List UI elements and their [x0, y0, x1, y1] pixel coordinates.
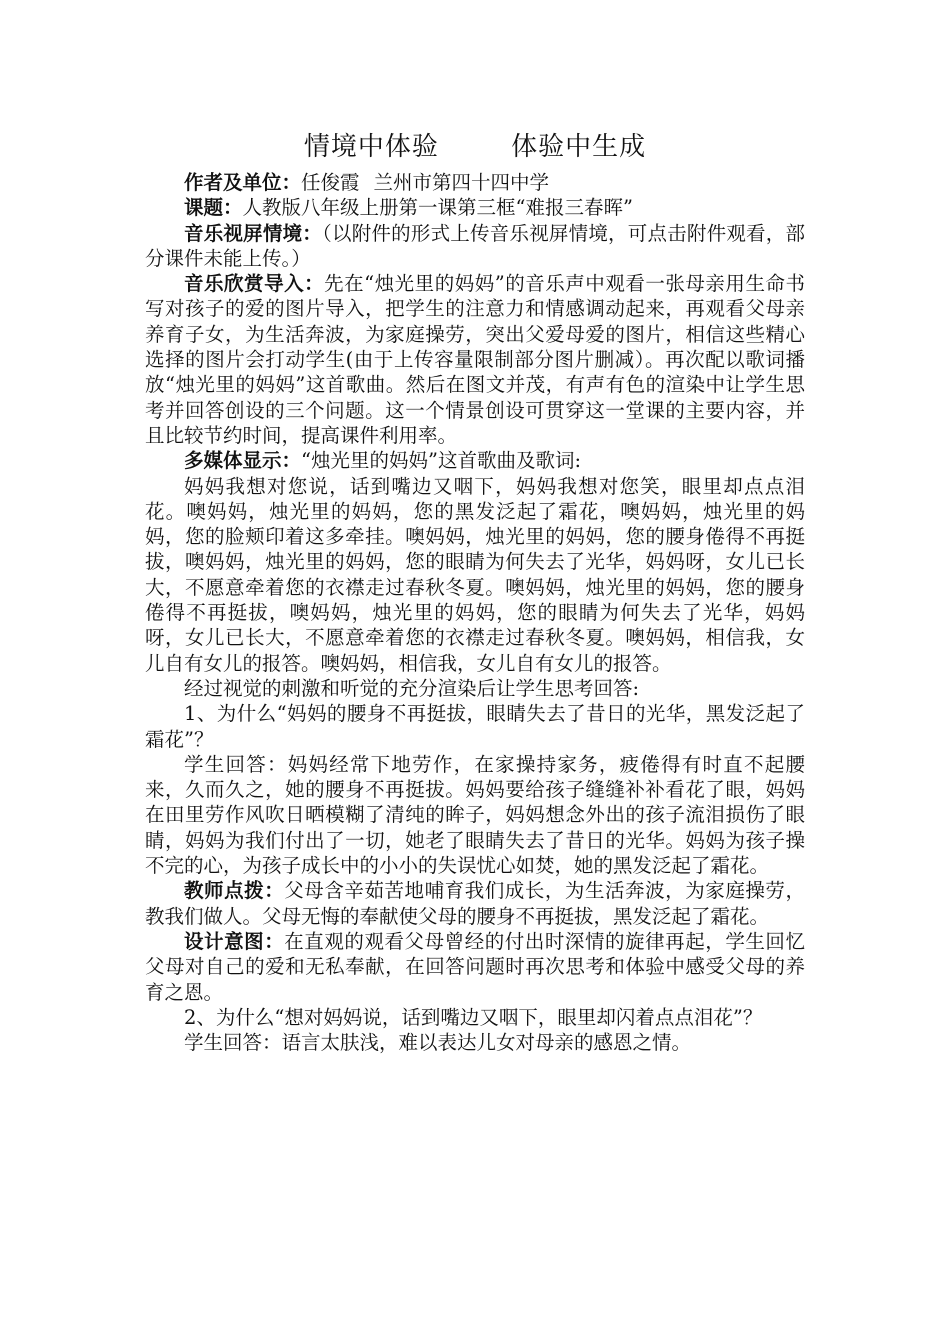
author-label: 作者及单位： — [184, 171, 302, 194]
scene-text: （以附件的形式上传音乐视屏情境，可点击附件观看，部分课件未能上传。） — [145, 221, 805, 270]
prompt-line: 经过视觉的刺激和听觉的充分渲染后让学生思考回答: — [184, 676, 640, 700]
document-page — [145, 130, 805, 1055]
media-text: “烛光里的妈妈”这首歌曲及歌词: — [301, 449, 582, 473]
author-name: 任俊霞 — [301, 171, 360, 194]
topic-label: 课题： — [184, 196, 243, 220]
answer-2: 学生回答：语言太肤浅，难以表达儿女对母亲的感恩之情。 — [184, 1031, 692, 1055]
media-label: 多媒体显示： — [184, 449, 302, 473]
scene-label: 音乐视屏情境： — [184, 221, 323, 245]
media-line — [145, 448, 805, 473]
teacher-text: 父母含辛茹苦地哺育我们成长，为生活奔波，为家庭操劳，教我们做人。父母无悔的奉献使父母的腰身不再挺拔，黑发泛起了霜花。 — [145, 879, 805, 928]
page-title: 情境中体验 体验中生成 — [303, 132, 647, 162]
question-2: 2、为什么“想对妈妈说，话到嘴边又咽下，眼里却闪着点点泪花”？ — [184, 1005, 763, 1029]
topic-text: 人教版八年级上册第一课第三框“难报三春晖” — [242, 196, 633, 220]
design-text: 在直观的观看父母曾经的付出时深情的旋律再起，学生回忆父母对自己的爱和无私奉献，在回答问题时再次思考和体验中感受父母的养育之恩。 — [145, 929, 805, 1004]
intro-label: 音乐欣赏导入： — [184, 272, 325, 296]
design-label: 设计意图： — [184, 929, 285, 953]
question-1: 1、为什么“妈妈的腰身不再挺拔，眼睛失去了昔日的光华，黑发泛起了霜花”？ — [145, 702, 805, 751]
topic-line — [145, 195, 805, 220]
answer-1: 学生回答：妈妈经常下地劳作，在家操持家务，疲倦得有时直不起腰来，久而久之，她的腰身不再挺拔。妈妈要给孩子缝缝补补看花了眼，妈妈在田里劳作风吹日晒模糊了清纯的眸子，妈妈想念外出的孩子流泪损伤了眼睛，妈妈为我们付出了一切，她老了眼睛失去了昔日的光华。妈妈为孩子操不完的心，为孩子成长中的小小的失误忧心如焚，她的黑发泛起了霜花。 — [145, 752, 805, 878]
scene-paragraph — [145, 221, 805, 272]
intro-paragraph — [145, 271, 805, 448]
author-org: 兰州市第四十四中学 — [373, 171, 550, 194]
design-paragraph — [145, 929, 805, 1005]
teacher-label: 教师点拨： — [184, 879, 285, 903]
author-line — [145, 170, 805, 195]
intro-text: 先在“烛光里的妈妈”的音乐声中观看一张母亲用生命书写对孩子的爱的图片导入，把学生的注意力和情感调动起来，再观看父母亲养育子女，为生活奔波，为家庭操劳，突出父爱母爱的图片，相信这些精心选择的图片会打动学生(由于上传容量限制部分图片删减）。再次配以歌词播放“烛光里的妈妈”这首歌曲。然后在图文并茂，有声有色的渲染中让学生思考并回答创设的三个问题。这一个情景创设可贯穿这一堂课的主要内容，并且比较节约时间，提高课件利用率。 — [145, 272, 805, 447]
lyrics-paragraph: 妈妈我想对您说，话到嘴边又咽下，妈妈我想对您笑，眼里却点点泪花。噢妈妈，烛光里的妈妈，您的黑发泛起了霜花，噢妈妈，烛光里的妈妈，您的脸颊印着这多牵挂。噢妈妈，烛光里的妈妈，您的腰身倦得不再挺拔，噢妈妈，烛光里的妈妈，您的眼睛为何失去了光华，妈妈呀，女儿已长大，不愿意牵着您的衣襟走过春秋冬夏。噢妈妈，烛光里的妈妈，您的腰身倦得不再挺拔，噢妈妈，烛光里的妈妈，您的眼睛为何失去了光华，妈妈呀，女儿已长大，不愿意牵着您的衣襟走过春秋冬夏。噢妈妈，相信我，女儿自有女儿的报答。噢妈妈，相信我，女儿自有女儿的报答。 — [145, 474, 805, 675]
teacher-paragraph — [145, 878, 805, 929]
